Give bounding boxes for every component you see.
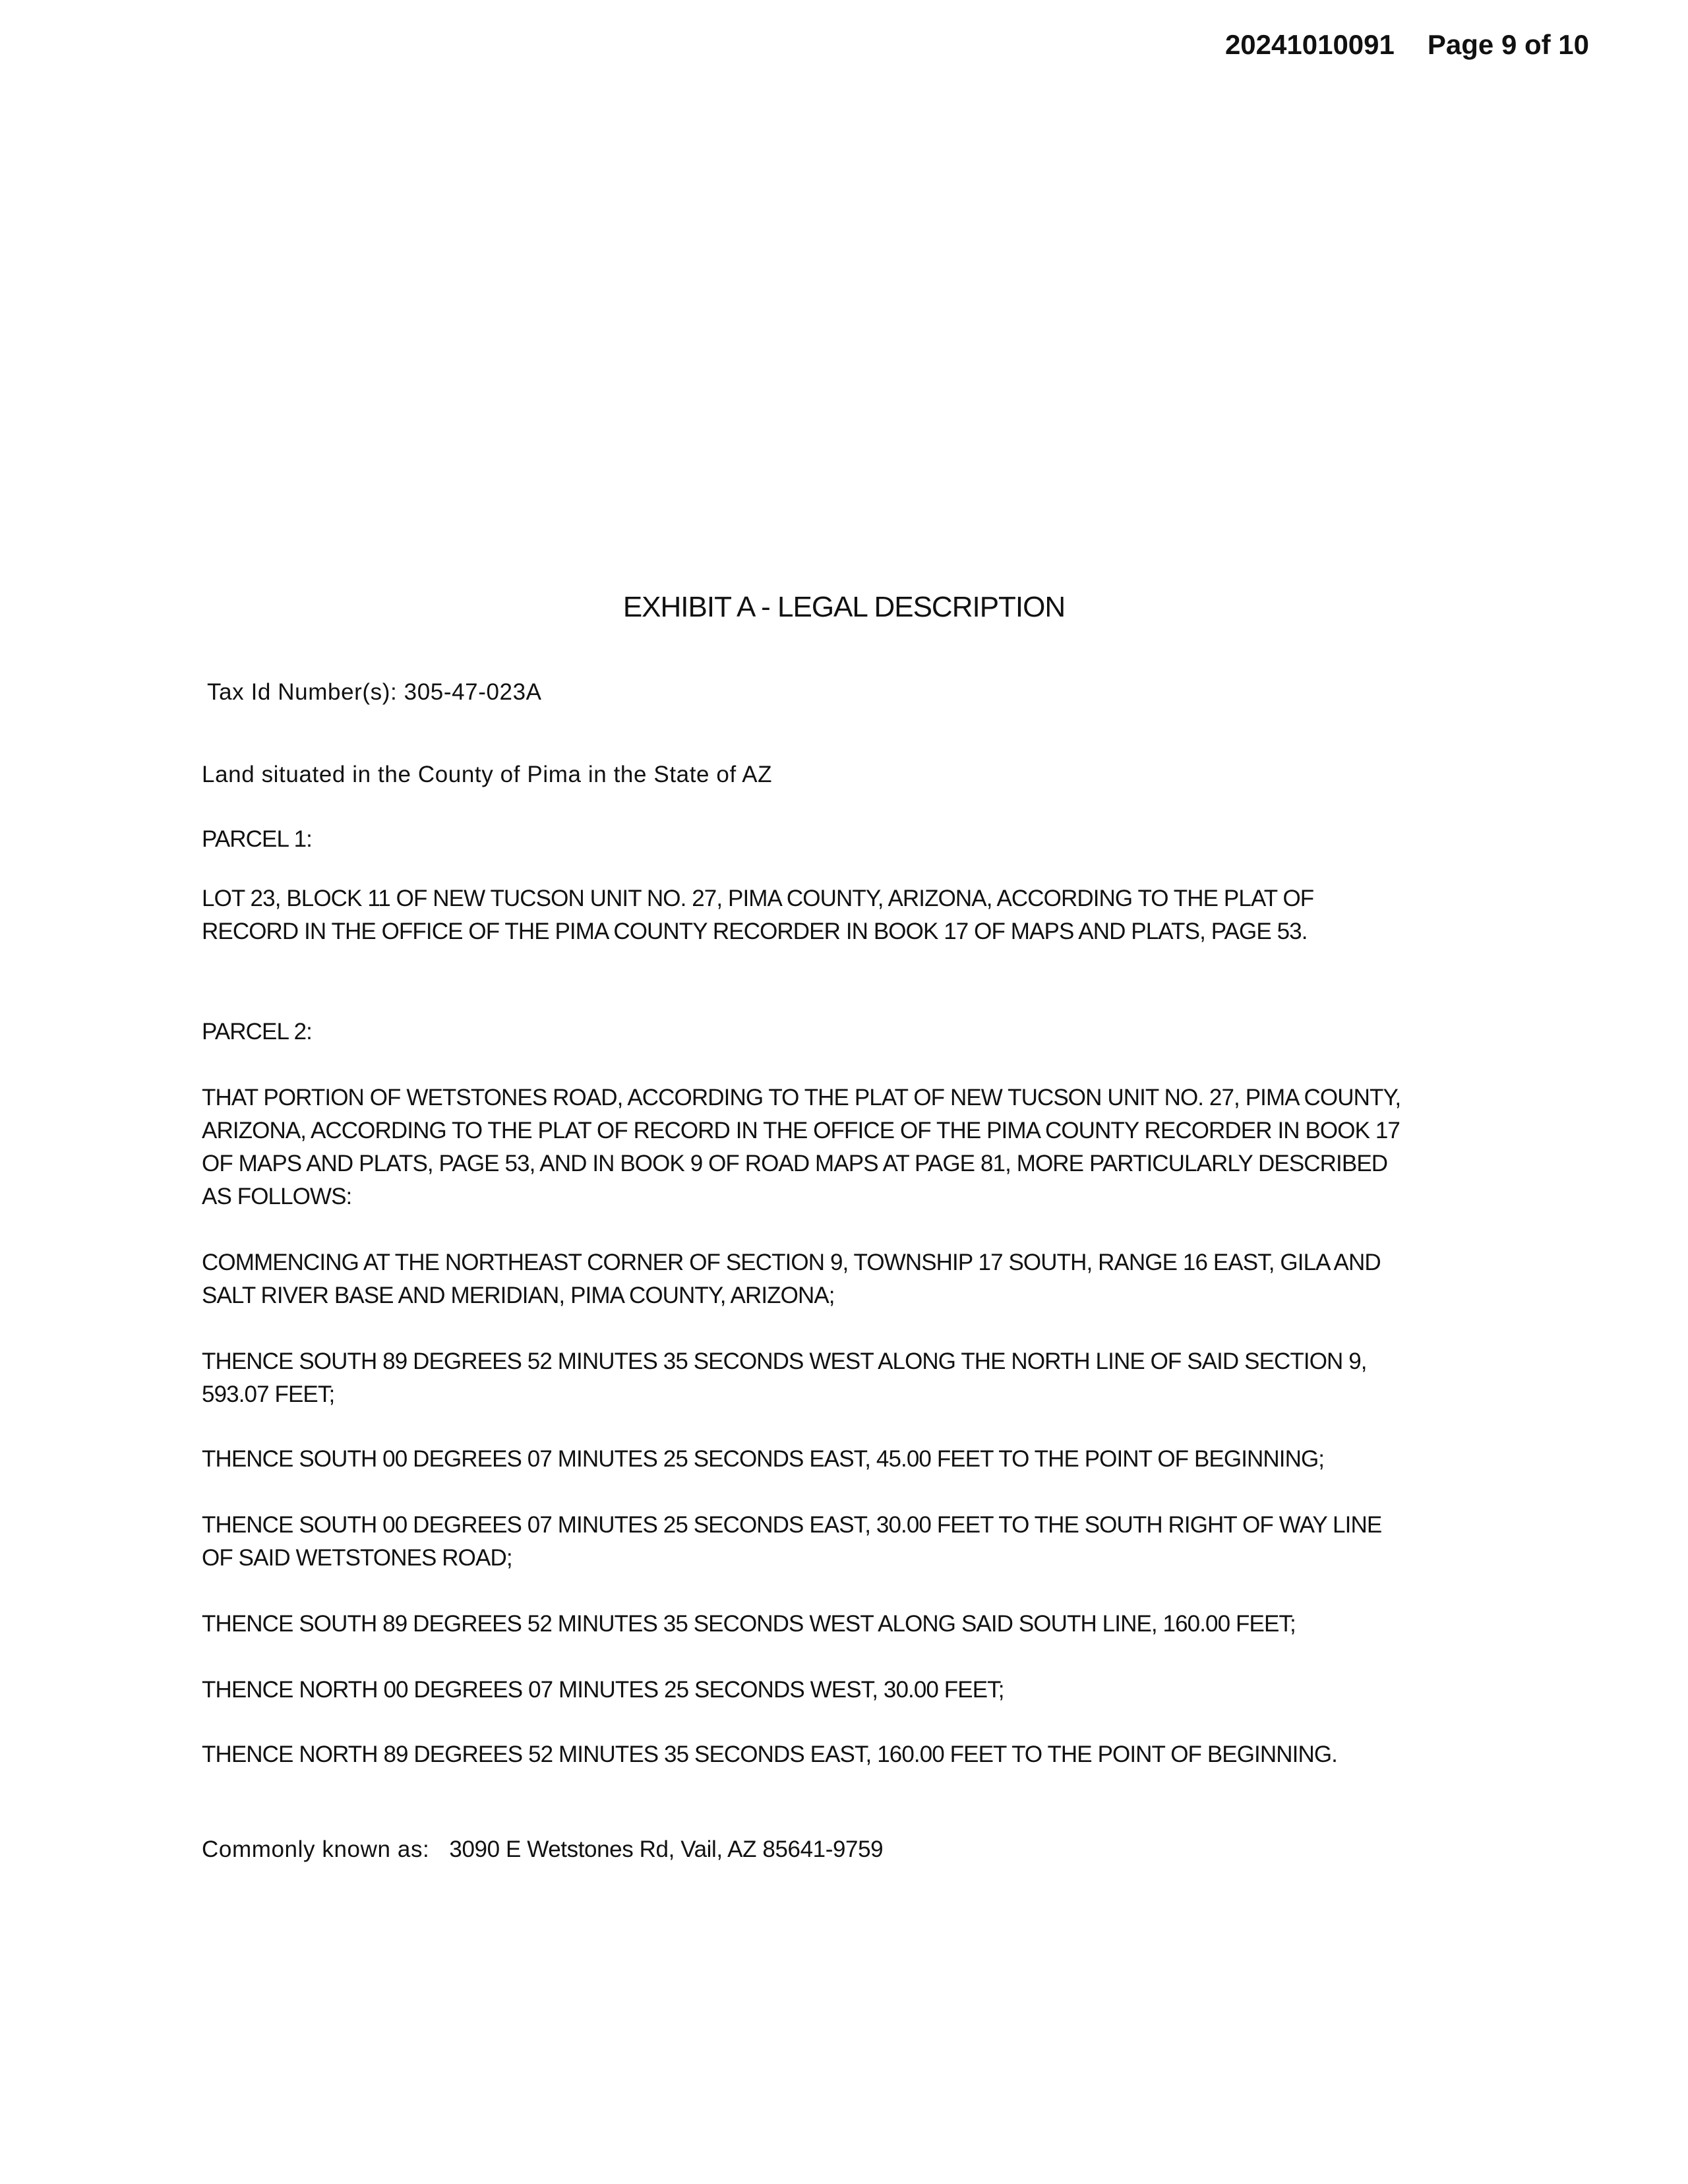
tax-id-line: Tax Id Number(s): 305-47-023A [207, 679, 542, 705]
parcel-2-heading: PARCEL 2: [202, 1019, 312, 1045]
commonly-known-label: Commonly known as: [202, 1836, 430, 1862]
property-address: 3090 E Wetstones Rd, Vail, AZ 85641-9759 [449, 1836, 884, 1862]
parcel-1-description: LOT 23, BLOCK 11 OF NEW TUCSON UNIT NO. 27, PIMA COUNTY, ARIZONA, ACCORDING TO THE PLAT OF RECORD IN THE OFFICE OF THE PIMA COUNTY RECORDER IN BOOK 17 OF MAPS AND PLATS, PAGE 53. [202, 886, 1314, 944]
commonly-known-line [202, 1833, 1402, 1866]
page-indicator: Page 9 of 10 [1427, 29, 1589, 60]
thence-call-1: THENCE SOUTH 89 DEGREES 52 MINUTES 35 SECONDS WEST ALONG THE NORTH LINE OF SAID SECTION 9, 593.07 FEET; [202, 1349, 1367, 1407]
thence-call-3: THENCE SOUTH 00 DEGREES 07 MINUTES 25 SECONDS EAST, 30.00 FEET TO THE SOUTH RIGHT OF WAY LINE OF SAID WETSTONES ROAD; [202, 1512, 1382, 1571]
thence-call-2: THENCE SOUTH 00 DEGREES 07 MINUTES 25 SECONDS EAST, 45.00 FEET TO THE POINT OF BEGINNING; [202, 1446, 1325, 1472]
thence-call-6: THENCE NORTH 89 DEGREES 52 MINUTES 35 SECONDS EAST, 160.00 FEET TO THE POINT OF BEGINNING. [202, 1742, 1337, 1767]
parcel-1-heading: PARCEL 1: [202, 826, 312, 852]
exhibit-title: EXHIBIT A - LEGAL DESCRIPTION [622, 591, 1066, 623]
document-number: 20241010091 [1224, 29, 1395, 60]
parcel-2-description: THAT PORTION OF WETSTONES ROAD, ACCORDING TO THE PLAT OF NEW TUCSON UNIT NO. 27, PIMA COUNTY, ARIZONA, ACCORDING TO THE PLAT OF RECORD IN THE OFFICE OF THE PIMA COUNTY RECORDER IN BOOK 17 OF MAPS AND PLATS, PAGE 53, AND IN BOOK 9 OF ROAD MAPS AT PAGE 81, MORE PARTICULARLY DESCRIBED AS FOLLOWS: [202, 1085, 1401, 1209]
thence-call-5: THENCE NORTH 00 DEGREES 07 MINUTES 25 SECONDS WEST, 30.00 FEET; [202, 1677, 1004, 1703]
thence-call-4: THENCE SOUTH 89 DEGREES 52 MINUTES 35 SECONDS WEST ALONG SAID SOUTH LINE, 160.00 FEET; [202, 1611, 1296, 1637]
land-situated-line: Land situated in the County of Pima in the State of AZ [202, 762, 773, 787]
page-header [0, 29, 1589, 61]
commencing-paragraph: COMMENCING AT THE NORTHEAST CORNER OF SECTION 9, TOWNSHIP 17 SOUTH, RANGE 16 EAST, GILA AND SALT RIVER BASE AND MERIDIAN, PIMA COUNTY, ARIZONA; [202, 1250, 1381, 1308]
